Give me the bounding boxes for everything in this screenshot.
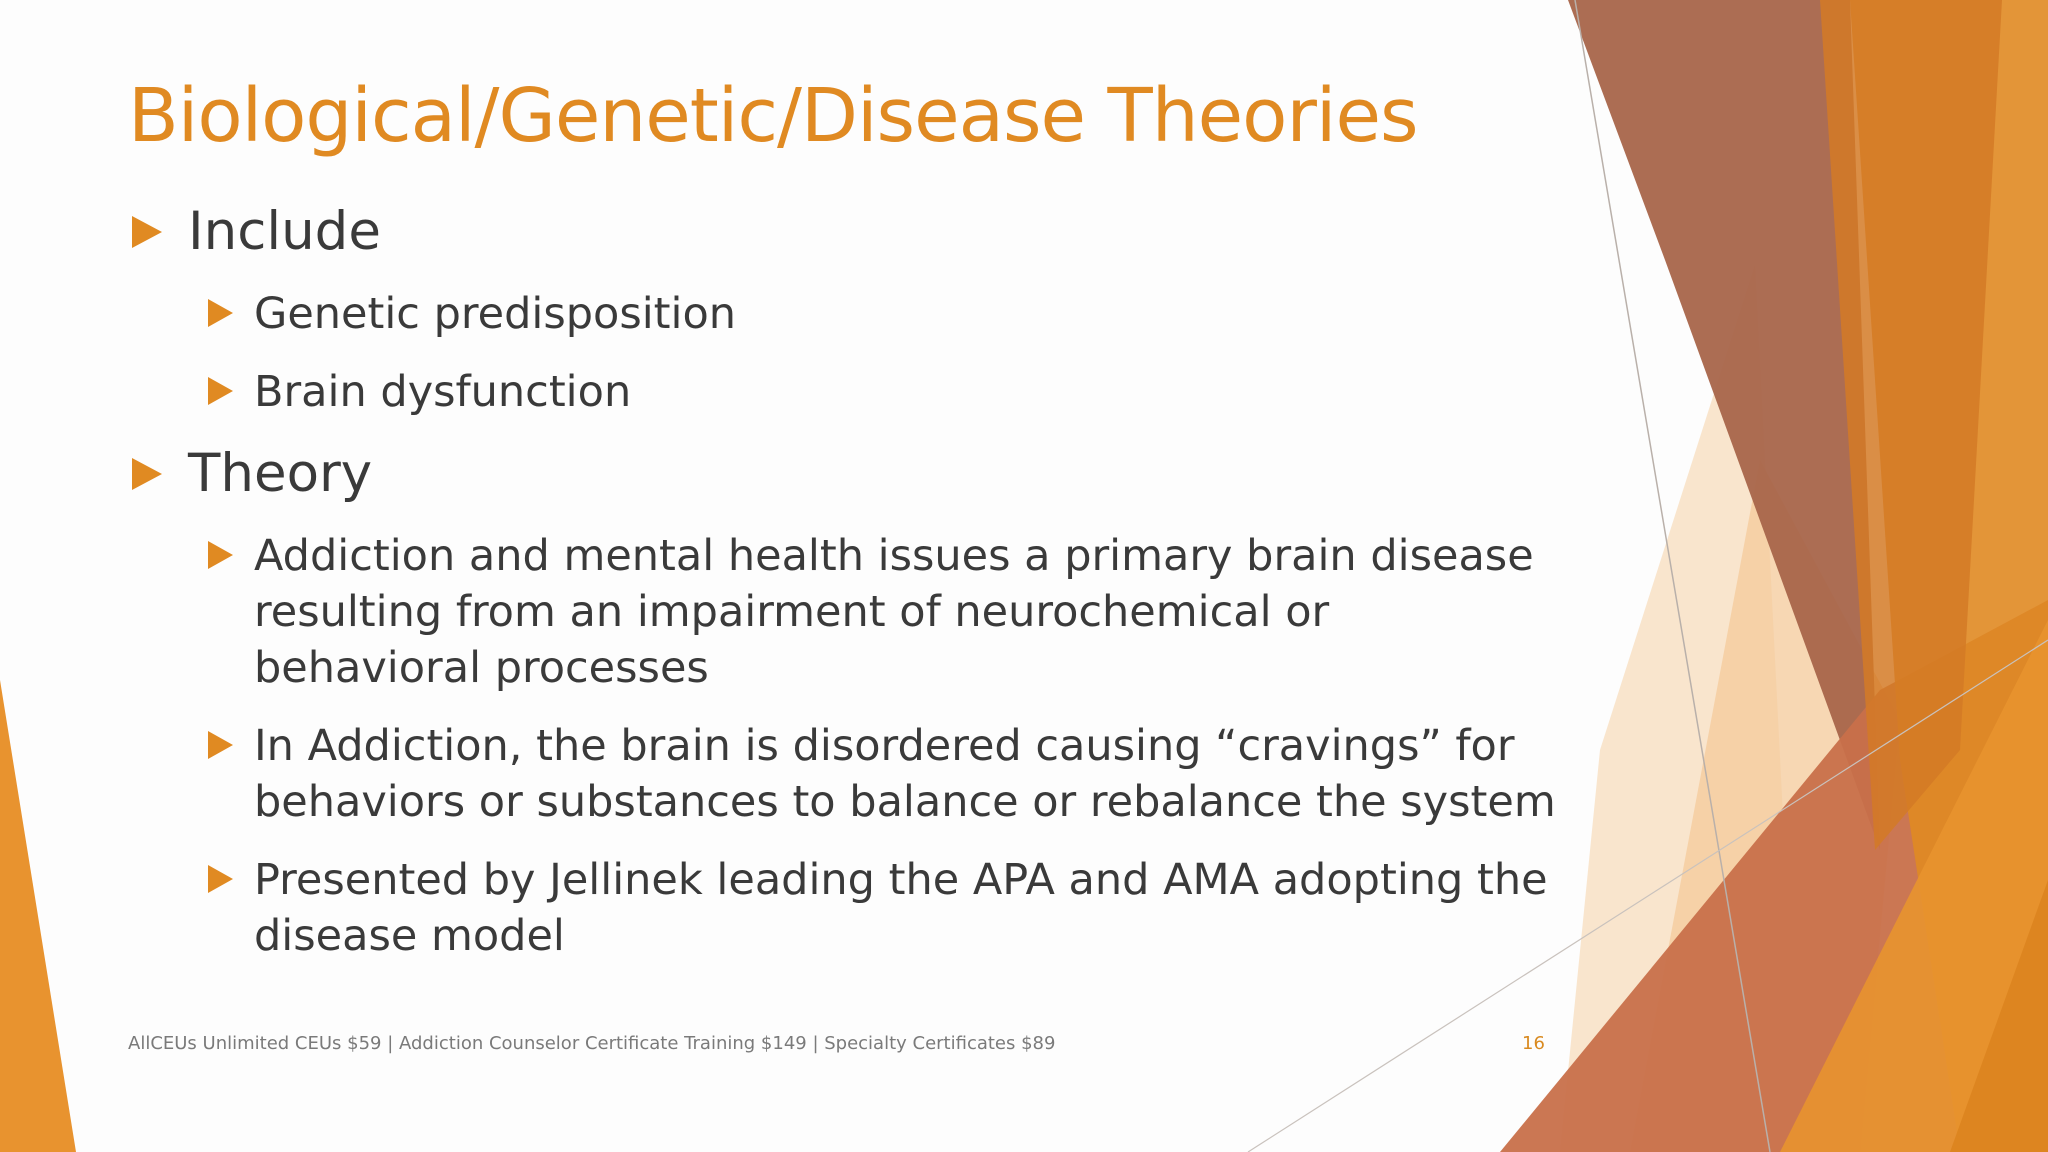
- sub-bullet-genetic: [208, 286, 1568, 342]
- sub-bullet-cravings: [208, 718, 1568, 830]
- sub-bullet-text: Genetic predisposition: [254, 289, 737, 339]
- sub-bullet-text: Presented by Jellinek leading the APA and AMA adopting the disease model: [254, 855, 1548, 961]
- page-number: 16: [1522, 1033, 1545, 1054]
- sub-bullet-text: In Addiction, the brain is disordered causing “cravings” for behaviors or substances to balance or rebalance the system: [254, 721, 1556, 827]
- triangle-right-icon: [208, 865, 233, 893]
- bullet-text: Theory: [188, 443, 373, 504]
- sub-bullet-text: Brain dysfunction: [254, 367, 632, 417]
- sub-bullet-text: Addiction and mental health issues a primary brain disease resulting from an impairment of neurochemical or behavioral processes: [254, 531, 1534, 693]
- triangle-right-icon: [132, 458, 162, 490]
- left-orange-wedge: [0, 680, 76, 1152]
- footer-text: AllCEUs Unlimited CEUs $59 | Addiction Counselor Certificate Training $149 | Specialty Certificates $89: [128, 1033, 1056, 1054]
- triangle-right-icon: [208, 541, 233, 569]
- slide-title: Biological/Genetic/Disease Theories: [128, 73, 1418, 159]
- sub-bullet-primary-disease: [208, 528, 1568, 696]
- bullet-list: [128, 200, 1568, 986]
- triangle-right-icon: [132, 216, 162, 248]
- triangle-right-icon: [208, 299, 233, 327]
- triangle-right-icon: [208, 731, 233, 759]
- sub-bullet-jellinek: [208, 852, 1568, 964]
- bullet-item-theory: [128, 442, 1568, 506]
- bullet-item-include: [128, 200, 1568, 264]
- sub-bullet-brain: [208, 364, 1568, 420]
- triangle-right-icon: [208, 377, 233, 405]
- bullet-text: Include: [188, 201, 381, 262]
